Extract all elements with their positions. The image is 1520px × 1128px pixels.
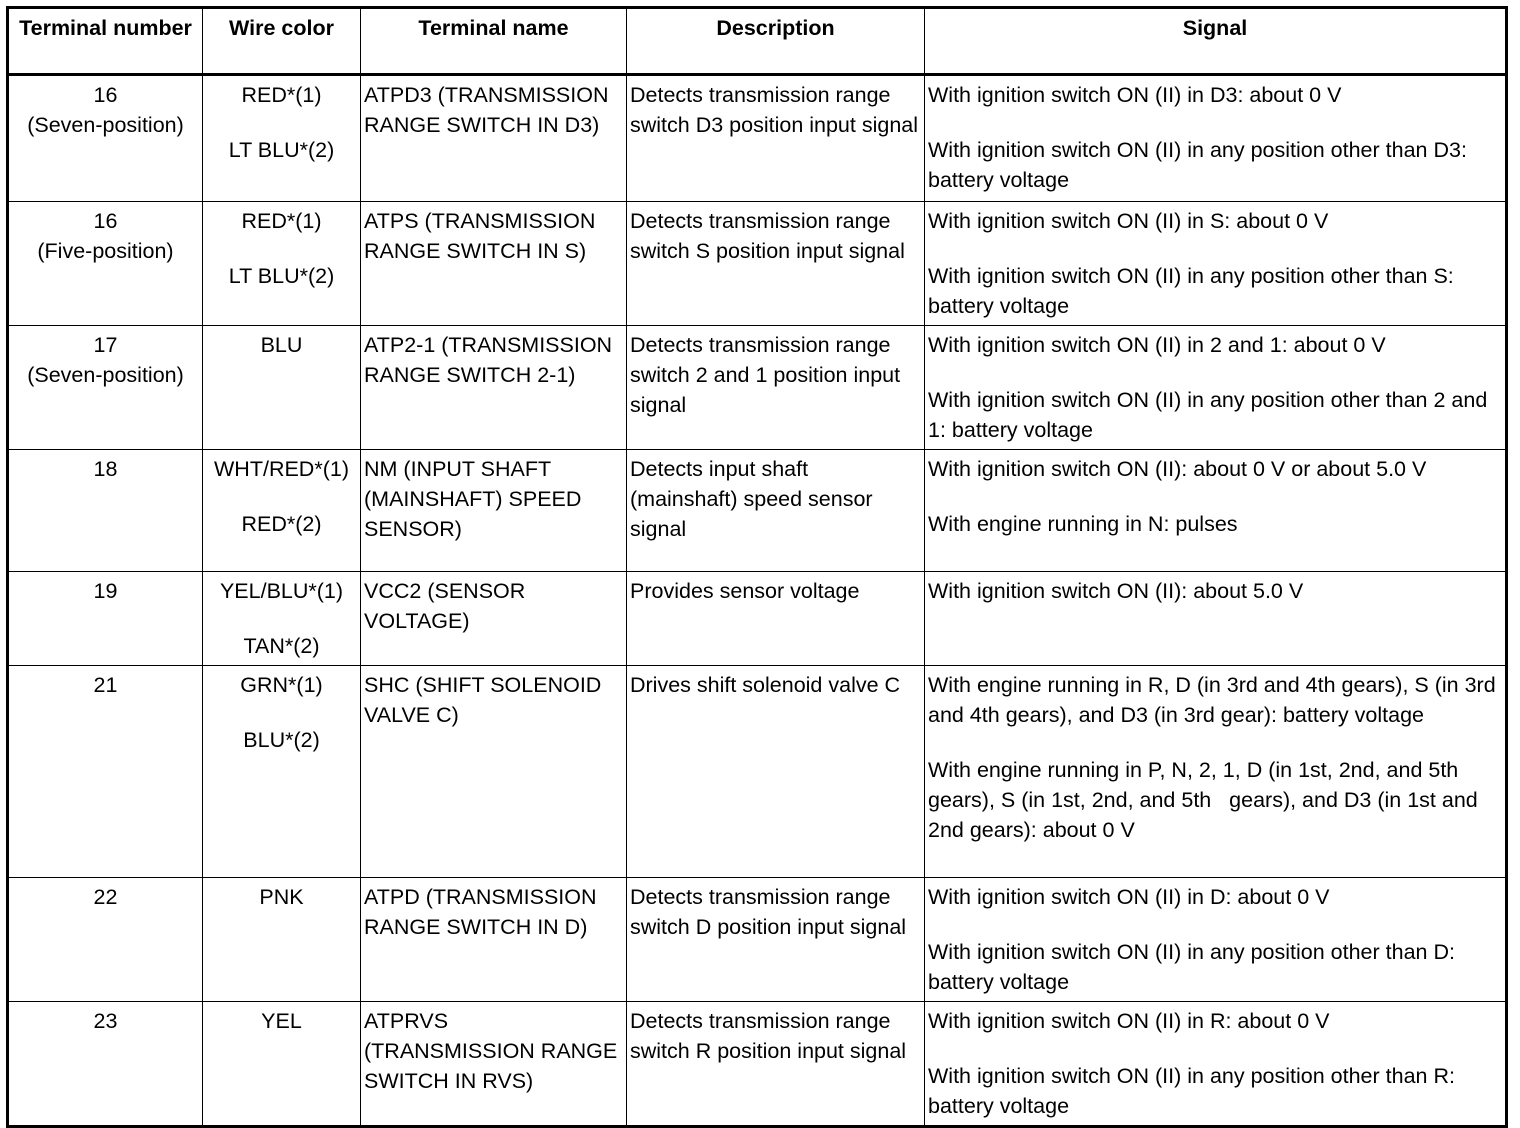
terminal-number-cell [8,666,203,878]
terminal-number-text: 17 [93,333,118,357]
table-row [8,572,1507,666]
terminal-number-text: 16 [93,209,118,233]
signal-text: With ignition switch ON (II) in D: about 0 V [928,885,1330,909]
table-body [8,75,1507,1127]
terminal-number-cell [8,326,203,450]
description-cell: Detects transmission range switch D3 position input signal [627,75,925,202]
table-row [8,666,1507,878]
terminal-name-cell: VCC2 (SENSOR VOLTAGE) [361,572,627,666]
terminal-number-text: (Seven-position) [27,363,184,387]
terminal-name-cell: SHC (SHIFT SOLENOID VALVE C) [361,666,627,878]
wire-color-text: RED*(1) [241,83,322,107]
signal-cell [925,666,1507,878]
terminal-name-cell: ATPD (TRANSMISSION RANGE SWITCH IN D) [361,878,627,1002]
terminal-number-cell [8,75,203,202]
signal-text: With engine running in R, D (in 3rd and 4th gears), S (in 3rd and 4th gears), and D3 (in 3rd gear): battery voltage [928,673,1502,727]
terminal-table [6,6,1508,1128]
header-wire-color: Wire color [203,8,361,75]
wire-color-text: TAN*(2) [243,634,320,658]
signal-cell [925,1002,1507,1127]
terminal-name-cell: ATPRVS (TRANSMISSION RANGE SWITCH IN RVS) [361,1002,627,1127]
description-cell: Provides sensor voltage [627,572,925,666]
terminal-number-text: 23 [93,1009,118,1033]
signal-text: With ignition switch ON (II) in any position other than D3: battery voltage [928,138,1473,192]
wire-color-cell [203,75,361,202]
description-cell: Detects transmission range switch R position input signal [627,1002,925,1127]
table-header-row [8,8,1507,75]
terminal-number-cell [8,202,203,326]
wire-color-text: YEL/BLU*(1) [219,579,344,603]
terminal-number-text: (Seven-position) [27,113,184,137]
terminal-number-text: 16 [93,83,118,107]
signal-text: With ignition switch ON (II) in R: about 0 V [928,1009,1330,1033]
signal-text: With ignition switch ON (II): about 0 V or about 5.0 V [928,457,1427,481]
wire-color-cell [203,202,361,326]
terminal-number-text: 19 [93,579,118,603]
table-row [8,450,1507,572]
signal-text: With ignition switch ON (II) in any position other than S: battery voltage [928,264,1460,318]
wire-color-text: PNK [259,885,304,909]
terminal-number-text: 22 [93,885,118,909]
signal-cell [925,572,1507,666]
header-terminal-name: Terminal name [361,8,627,75]
signal-text: With ignition switch ON (II) in any position other than R: battery voltage [928,1064,1461,1118]
wire-color-text: WHT/RED*(1) [214,457,349,481]
terminal-number-text: (Five-position) [37,239,174,263]
wire-color-text: YEL [261,1009,302,1033]
terminal-number-cell [8,450,203,572]
table-row [8,326,1507,450]
signal-text: With engine running in N: pulses [928,512,1238,536]
table-row [8,1002,1507,1127]
wire-color-text: RED*(1) [241,209,322,233]
signal-cell [925,878,1507,1002]
terminal-name-cell: ATPD3 (TRANSMISSION RANGE SWITCH IN D3) [361,75,627,202]
signal-text: With ignition switch ON (II) in 2 and 1: about 0 V [928,333,1386,357]
wire-color-text: LT BLU*(2) [228,138,335,162]
terminal-number-text: 18 [93,457,118,481]
terminal-name-cell: NM (INPUT SHAFT (MAINSHAFT) SPEED SENSOR) [361,450,627,572]
description-cell: Detects input shaft (mainshaft) speed sensor signal [627,450,925,572]
wire-color-cell [203,878,361,1002]
signal-text: With engine running in P, N, 2, 1, D (in 1st, 2nd, and 5th gears), S (in 1st, 2nd, and 5th gears), and D3 (in 1st and 2nd gears): about 0 V [928,758,1484,842]
header-terminal-number: Terminal number [8,8,203,75]
signal-cell [925,326,1507,450]
terminal-number-cell [8,1002,203,1127]
wire-color-cell [203,326,361,450]
description-cell: Drives shift solenoid valve C [627,666,925,878]
wire-color-cell [203,1002,361,1127]
signal-text: With ignition switch ON (II) in D3: about 0 V [928,83,1342,107]
wire-color-text: RED*(2) [241,512,322,536]
table-row [8,202,1507,326]
wire-color-text: BLU [260,333,303,357]
table-row [8,878,1507,1002]
terminal-number-cell [8,878,203,1002]
table-row [8,75,1507,202]
terminal-number-cell [8,572,203,666]
wire-color-cell [203,450,361,572]
wire-color-text: LT BLU*(2) [228,264,335,288]
signal-cell [925,202,1507,326]
signal-text: With ignition switch ON (II) in any position other than 2 and 1: battery voltage [928,388,1494,442]
description-cell: Detects transmission range switch S position input signal [627,202,925,326]
signal-text: With ignition switch ON (II) in S: about 0 V [928,209,1329,233]
description-cell: Detects transmission range switch D position input signal [627,878,925,1002]
signal-text: With ignition switch ON (II) in any position other than D: battery voltage [928,940,1461,994]
wire-color-cell [203,572,361,666]
signal-cell [925,450,1507,572]
wire-color-text: GRN*(1) [240,673,323,697]
signal-cell [925,75,1507,202]
header-description: Description [627,8,925,75]
signal-text: With ignition switch ON (II): about 5.0 V [928,579,1304,603]
header-signal: Signal [925,8,1507,75]
terminal-name-cell: ATPS (TRANSMISSION RANGE SWITCH IN S) [361,202,627,326]
wire-color-cell [203,666,361,878]
description-cell: Detects transmission range switch 2 and 1 position input signal [627,326,925,450]
wire-color-text: BLU*(2) [243,728,320,752]
terminal-number-text: 21 [93,673,118,697]
terminal-name-cell: ATP2-1 (TRANSMISSION RANGE SWITCH 2-1) [361,326,627,450]
